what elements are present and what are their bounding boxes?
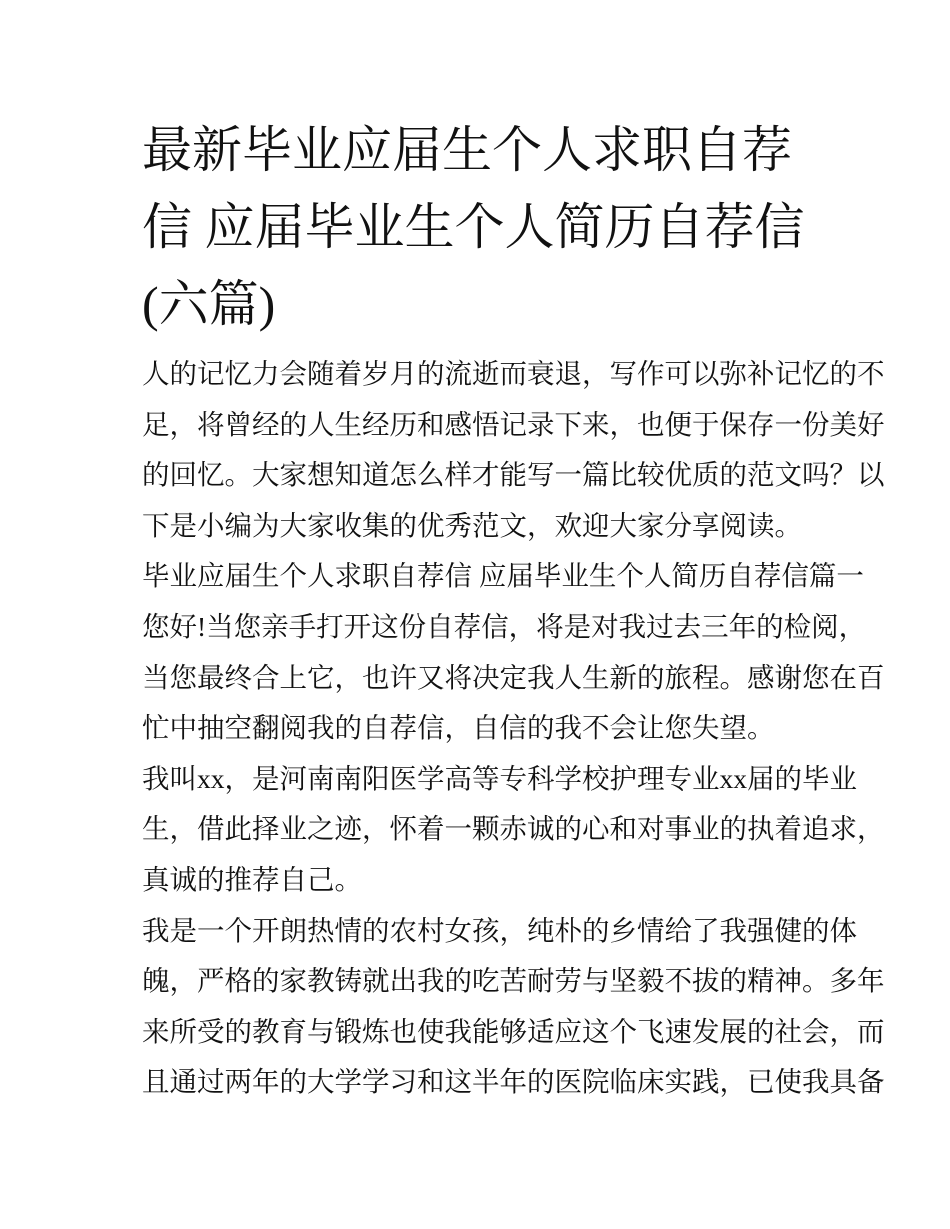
body-line: 生，借此择业之迹，怀着一颗赤诚的心和对事业的执着追求， xyxy=(142,813,885,845)
document-title xyxy=(142,112,822,343)
document-page xyxy=(142,112,885,1108)
title-line: (六篇) xyxy=(142,276,276,332)
section-heading: 毕业应届生个人求职自荐信 应届毕业生个人简历自荐信篇一 xyxy=(142,560,864,592)
body-line: 且通过两年的大学学习和这半年的医院临床实践，已使我具备 xyxy=(142,1066,885,1098)
body-line: 忙中抽空翻阅我的自荐信，自信的我不会让您失望。 xyxy=(142,712,775,744)
title-line: 信 应届毕业生个人简历自荐信 xyxy=(142,199,805,255)
body-line: 下是小编为大家收集的优秀范文，欢迎大家分享阅读。 xyxy=(142,509,802,541)
body-line: 真诚的推荐自己。 xyxy=(142,863,362,895)
body-line: 来所受的教育与锻炼也使我能够适应这个飞速发展的社会，而 xyxy=(142,1015,885,1047)
body-line: 我叫xx，是河南南阳医学高等专科学校护理专业xx届的毕业 xyxy=(142,762,857,794)
body-line: 的回忆。大家想知道怎么样才能写一篇比较优质的范文吗？以 xyxy=(142,459,885,491)
body-line: 当您最终合上它，也许又将决定我人生新的旅程。感谢您在百 xyxy=(142,661,885,693)
body-line: 足，将曾经的人生经历和感悟记录下来，也便于保存一份美好 xyxy=(142,408,885,440)
body-line: 魄，严格的家教铸就出我的吃苦耐劳与坚毅不拔的精神。多年 xyxy=(142,965,885,997)
body-line: 人的记忆力会随着岁月的流逝而衰退，写作可以弥补记忆的不 xyxy=(142,358,885,389)
title-line: 最新毕业应届生个人求职自荐 xyxy=(142,122,792,178)
body-line: 您好!当您亲手打开这份自荐信，将是对我过去三年的检阅， xyxy=(142,610,867,642)
document-body xyxy=(142,349,885,1108)
body-line: 我是一个开朗热情的农村女孩，纯朴的乡情给了我强健的体 xyxy=(142,914,857,946)
